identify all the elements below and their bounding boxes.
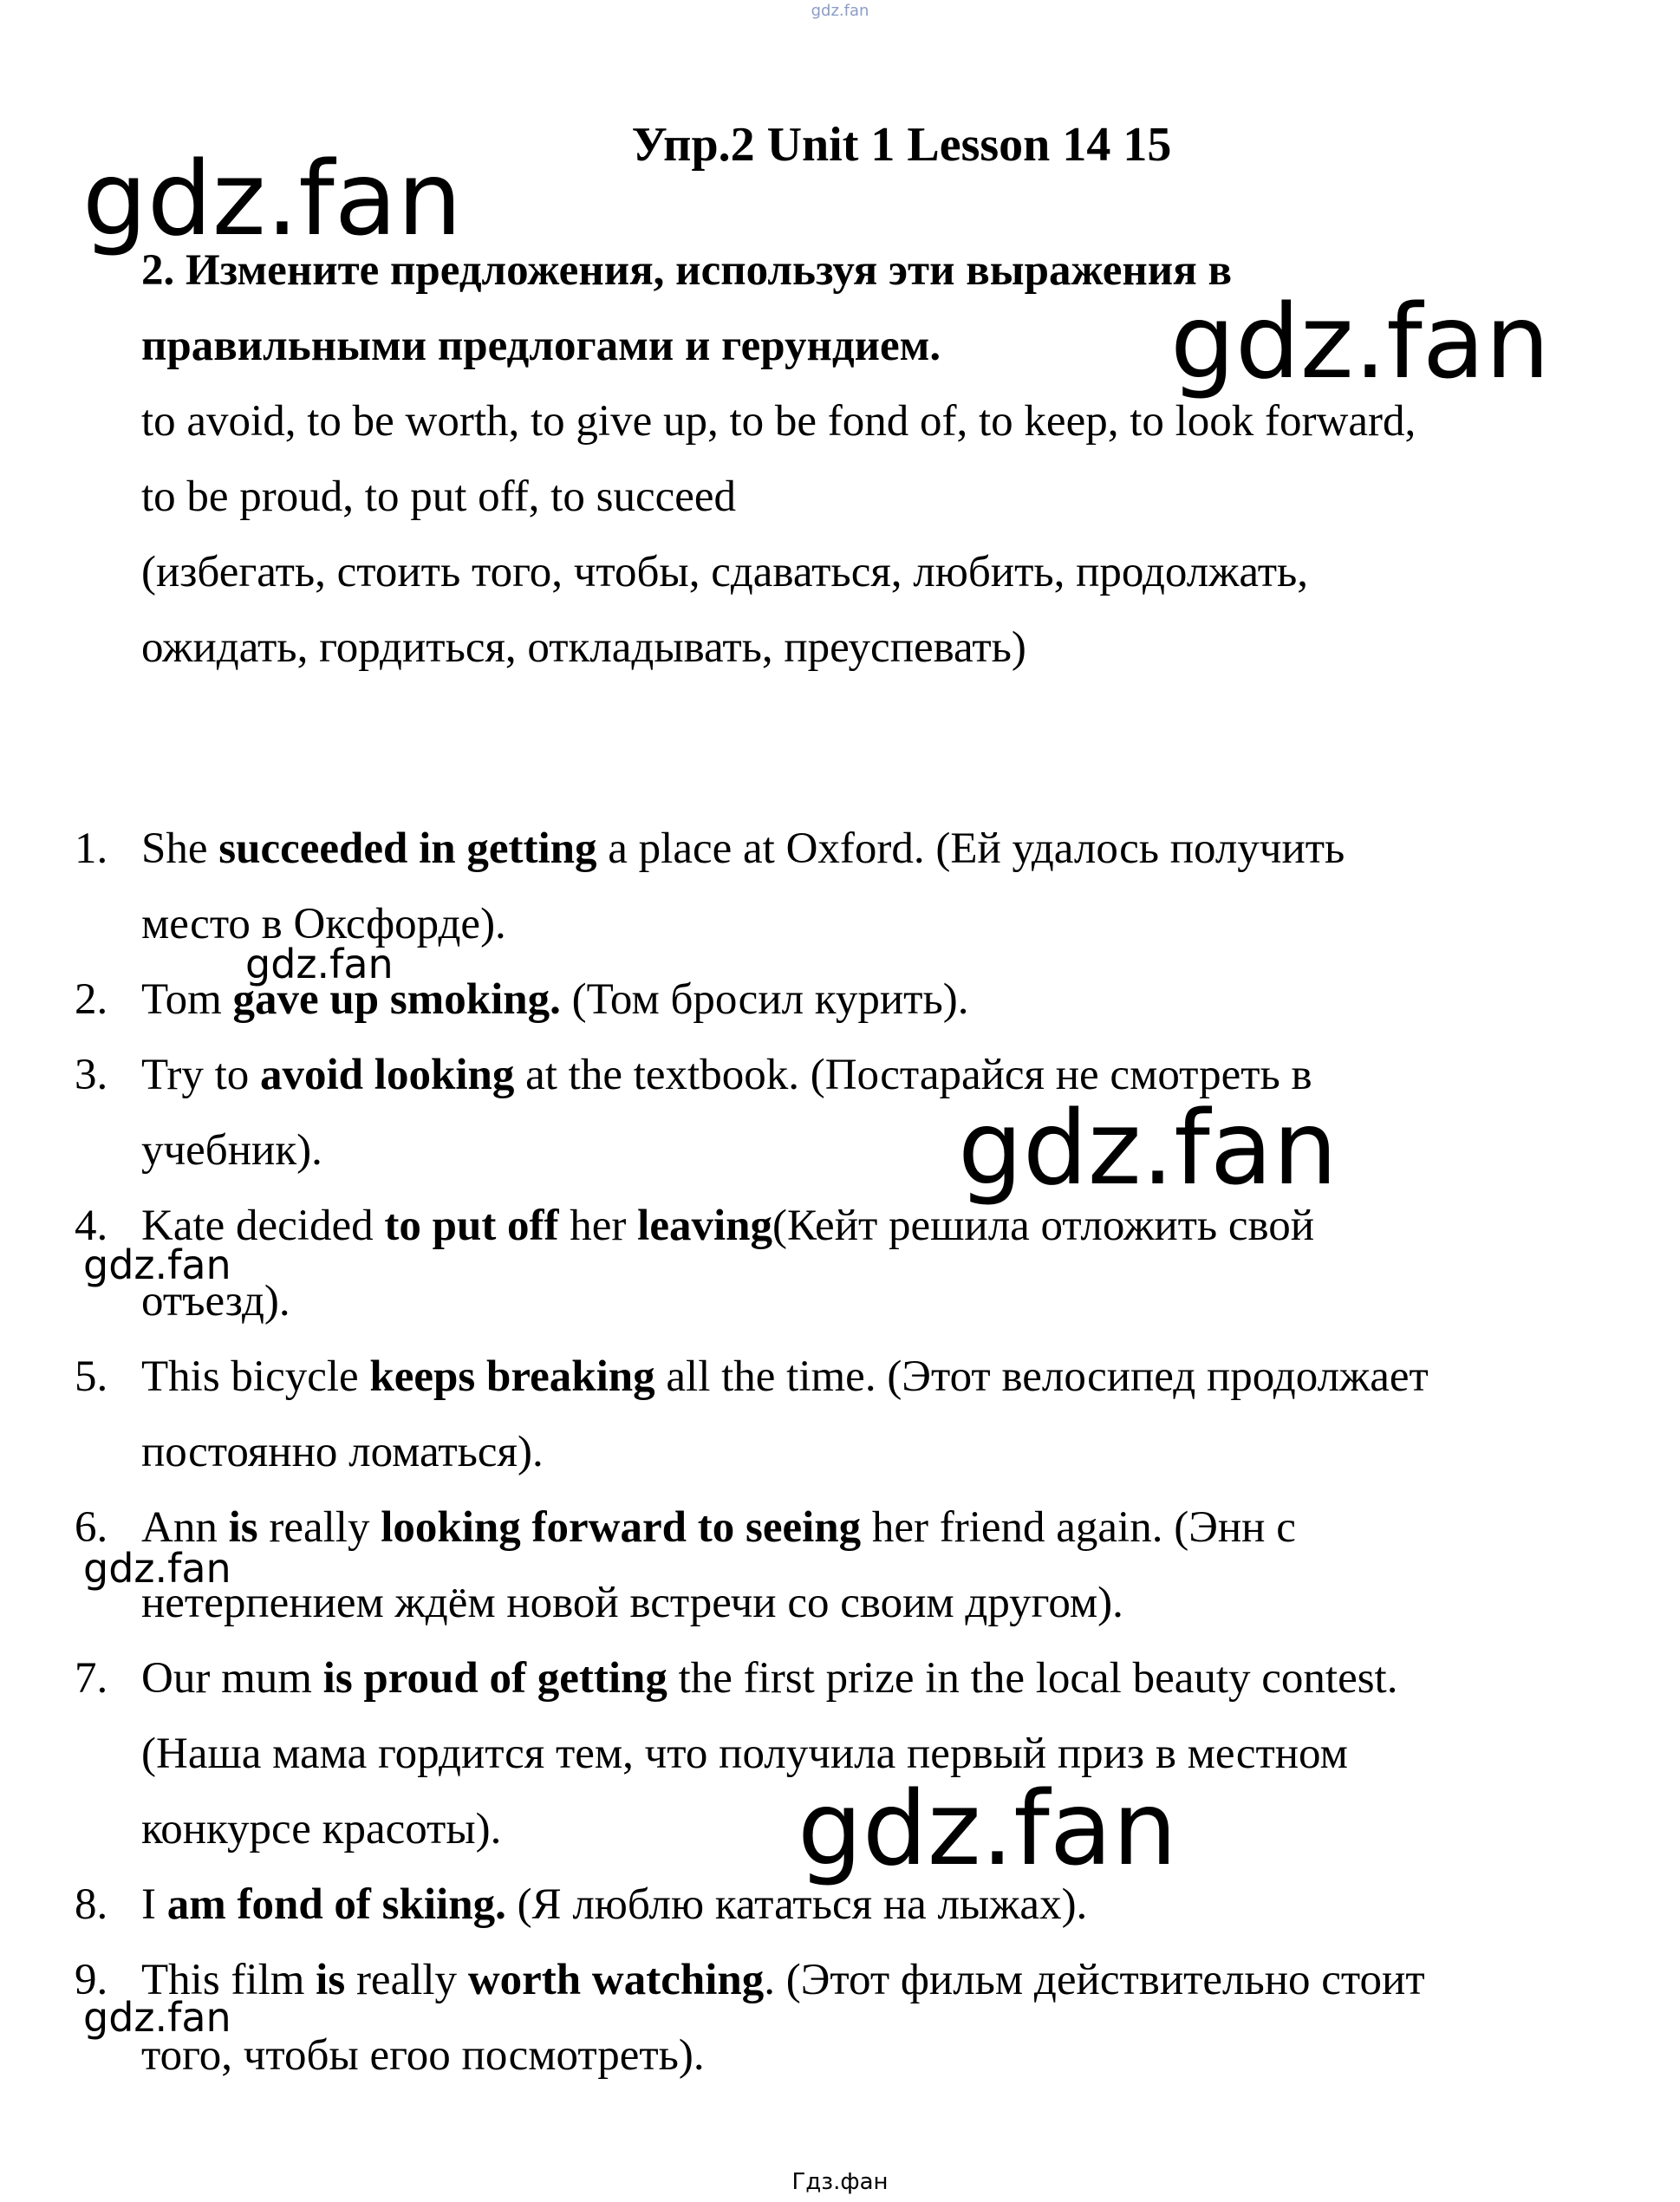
- item-answer: gave up smoking.: [232, 975, 561, 1024]
- item-answer: to put off: [384, 1202, 559, 1250]
- list-item: [141, 1201, 1314, 1251]
- watermark-small: gdz.fan: [83, 1994, 231, 2041]
- item-text: at the textbook. (Постарайся не смотреть в: [514, 1051, 1312, 1099]
- watermark-small: gdz.fan: [83, 1545, 231, 1592]
- item-number: 7.: [75, 1654, 108, 1703]
- item-continuation: постоянно ломаться).: [141, 1428, 544, 1476]
- item-answer: looking forward to seeing: [381, 1503, 862, 1552]
- item-answer: is: [316, 1956, 346, 2004]
- item-text: I: [141, 1880, 167, 1929]
- watermark-large: gdz.fan: [958, 1088, 1338, 1208]
- task-heading-line-2: правильными предлогами и герундием.: [141, 322, 941, 370]
- item-text: really: [345, 1956, 468, 2004]
- item-text: Tom: [141, 975, 233, 1024]
- item-answer: worth watching: [467, 1956, 765, 2004]
- item-text: Kate decided: [141, 1202, 385, 1250]
- item-text: (Кейт решила отложить свой: [772, 1202, 1315, 1250]
- item-text: all the time. (Этот велосипед продолжает: [654, 1352, 1429, 1401]
- item-number: 5.: [75, 1352, 108, 1401]
- item-answer: is proud of getting: [322, 1654, 667, 1703]
- item-number: 8.: [75, 1880, 108, 1929]
- item-continuation: место в Оксфорде).: [141, 900, 506, 948]
- item-answer: succeeded in getting: [218, 824, 597, 873]
- header-watermark: gdz.fan: [811, 2, 869, 20]
- item-text: really: [257, 1503, 381, 1552]
- item-number: 6.: [75, 1503, 108, 1552]
- item-number: 2.: [75, 975, 108, 1024]
- item-continuation: конкурсе красоты).: [141, 1805, 502, 1853]
- item-text: her friend again. (Энн с: [861, 1503, 1296, 1552]
- item-answer: keeps breaking: [369, 1352, 655, 1401]
- task-expressions-line-2: to be proud, to put off, to succeed: [141, 472, 736, 521]
- item-number: 9.: [75, 1956, 108, 2004]
- item-continuation: учебник).: [141, 1126, 322, 1175]
- item-text: (Том бросил курить).: [560, 975, 969, 1024]
- page-title: Упр.2 Unit 1 Lesson 14 15: [631, 118, 1172, 172]
- list-item: [141, 1502, 1296, 1553]
- watermark-large: gdz.fan: [1170, 282, 1550, 401]
- task-heading-line-1: 2. Измените предложения, используя эти выражения в: [141, 246, 1233, 295]
- item-answer: is: [228, 1503, 258, 1552]
- watermark-small: gdz.fan: [83, 1241, 231, 1288]
- item-number: 4.: [75, 1202, 108, 1250]
- item-text: a place at Oxford. (Ей удалось получить: [596, 824, 1345, 873]
- task-expressions-line-1: to avoid, to be worth, to give up, to be fond of, to keep, to look forward,: [141, 397, 1416, 446]
- item-text: Our mum: [141, 1654, 323, 1703]
- item-text: Try to: [141, 1051, 261, 1099]
- item-number: 1.: [75, 824, 108, 873]
- page-footer: Гдз.фан: [791, 2169, 889, 2195]
- item-text: Ann: [141, 1503, 229, 1552]
- item-text: her: [558, 1202, 638, 1250]
- task-translation-line-2: ожидать, гордиться, откладывать, преуспевать): [141, 623, 1026, 672]
- item-text: This bicycle: [141, 1352, 370, 1401]
- list-item: [141, 1653, 1397, 1704]
- item-continuation: (Наша мама гордится тем, что получила первый приз в местном: [141, 1730, 1348, 1778]
- item-text: (Я люблю кататься на лыжах).: [505, 1880, 1088, 1929]
- item-text: This film: [141, 1956, 316, 2004]
- item-answer: am fond of skiing.: [166, 1880, 506, 1929]
- list-item: [141, 824, 1345, 874]
- item-text: . (Этот фильм действительно стоит: [764, 1956, 1425, 2004]
- list-item: [141, 1352, 1429, 1402]
- item-answer: avoid looking: [260, 1051, 515, 1099]
- watermark-large: gdz.fan: [82, 139, 462, 258]
- item-answer: leaving: [637, 1202, 772, 1250]
- item-continuation: того, чтобы егоо посмотреть).: [141, 2031, 705, 2080]
- item-continuation: нетерпением ждём новой встречи со своим другом).: [141, 1579, 1123, 1627]
- item-number: 3.: [75, 1051, 108, 1099]
- item-text: the first prize in the local beauty contest.: [667, 1654, 1398, 1703]
- watermark-small: gdz.fan: [245, 941, 394, 987]
- item-continuation: отъезд).: [141, 1277, 290, 1326]
- watermark-large: gdz.fan: [798, 1769, 1177, 1888]
- item-text: She: [141, 824, 219, 873]
- list-item: [141, 1955, 1425, 2005]
- task-translation-line-1: (избегать, стоить того, чтобы, сдаваться, любить, продолжать,: [141, 548, 1309, 596]
